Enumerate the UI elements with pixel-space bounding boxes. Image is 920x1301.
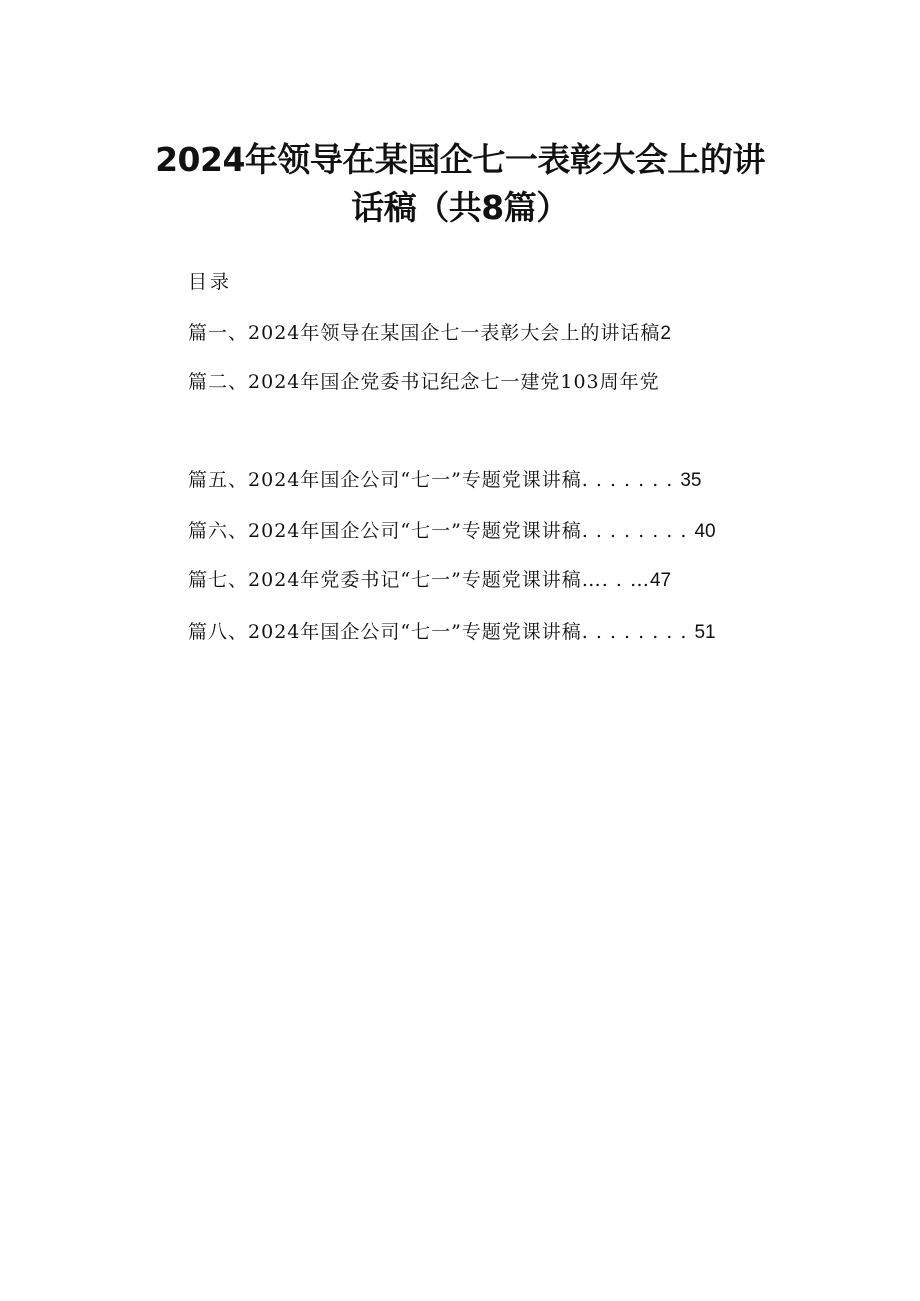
document-title-line-1: 2024年领导在某国企七一表彰大会上的讲 [155, 140, 765, 179]
toc-item-text: 2024年党委书记“七一”专题党课讲稿…. . … [248, 569, 650, 591]
toc-item-text: 2024年国企公司“七一”专题党课讲稿. . . . . . . . [248, 520, 695, 542]
toc-item-7[interactable] [188, 566, 671, 595]
toc-item-5[interactable] [188, 466, 702, 495]
toc-item-prefix: 篇二、 [188, 371, 249, 393]
toc-item-2[interactable] [188, 368, 660, 397]
toc-item-text: 2024年领导在某国企七一表彰大会上的讲话稿 [248, 322, 661, 344]
toc-item-8[interactable] [188, 618, 716, 647]
toc-item-1[interactable] [188, 319, 671, 348]
toc-heading: 目录 [188, 271, 233, 293]
toc-item-text: 2024年国企公司“七一”专题党课讲稿. . . . . . . . [248, 621, 695, 643]
toc-item-prefix: 篇七、 [188, 569, 249, 591]
toc-item-page: 47 [649, 570, 672, 591]
toc-item-prefix: 篇六、 [188, 520, 249, 542]
toc-item-page: 40 [694, 521, 716, 542]
toc-item-page: 35 [680, 470, 702, 491]
toc-item-text: 2024年国企党委书记纪念七一建党103周年党 [248, 371, 660, 393]
toc-item-prefix: 篇五、 [188, 469, 249, 491]
document-title-line-2: 话稿（共8篇） [351, 188, 569, 227]
document-title [120, 136, 800, 232]
toc-item-page: 2 [660, 323, 671, 344]
toc-item-page: 51 [694, 622, 716, 643]
toc-item-prefix: 篇八、 [188, 621, 249, 643]
toc-item-6[interactable] [188, 517, 716, 546]
toc-item-text: 2024年国企公司“七一”专题党课讲稿. . . . . . . [248, 469, 681, 491]
toc-item-prefix: 篇一、 [188, 322, 249, 344]
